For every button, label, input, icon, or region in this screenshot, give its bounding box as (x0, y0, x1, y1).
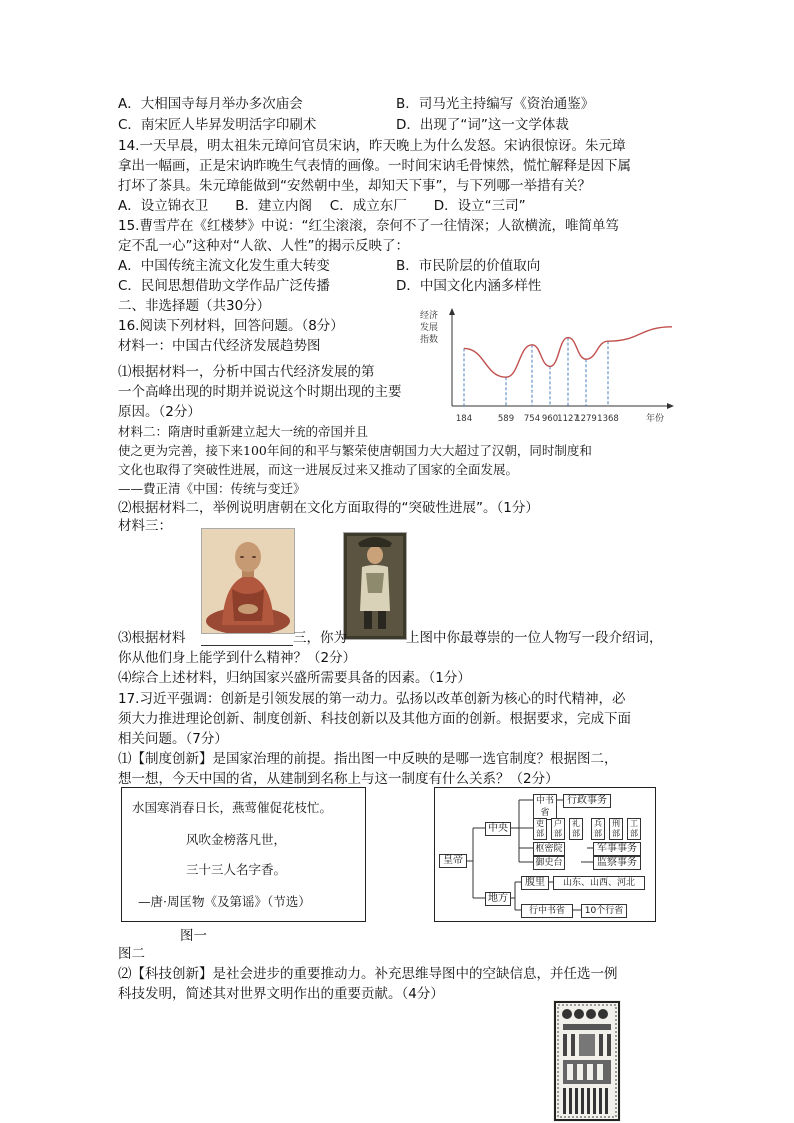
org-ministry: 刑部 (609, 818, 623, 840)
q17-line: 17.习近平强调：创新是引领发展的第一动力。弘扬以改革创新为核心的时代精神，必 (118, 691, 626, 707)
q16-sub4: ⑷综合上述材料，归纳国家兴盛所需要具备的因素。（1分） (118, 670, 471, 686)
org-yushi: 御史台 (533, 856, 565, 870)
q16-sub2: ⑵根据材料二，举例说明唐朝在文化方面取得的“突破性进展”。（1分） (118, 500, 539, 516)
q16-sub1: 一个高峰出现的时期并说说这个时期出现的主要 (118, 384, 402, 400)
q15-line: 15.曹雪芹在《红楼梦》中说：“红尘滚滚，奈何不了一往情深；人欲横流，唯简单笃 (118, 218, 619, 234)
org-central: 中央 (485, 822, 511, 836)
x-tick-label: 960 (541, 414, 559, 424)
q16-material-2: 文化也取得了突破性进展，而这一进展反过来又推动了国家的全面发展。 (118, 462, 519, 477)
poem-line: 三十三人名字香。 (186, 862, 287, 877)
jiaochao-paper-money-image (553, 1000, 621, 1122)
x-axis-label: 年份 (646, 414, 665, 424)
x-tick-label: 754 (523, 414, 541, 424)
org-ministry: 工部 (627, 818, 641, 840)
q14-line: 打坏了茶具。朱元璋能做到“安然朝中坐，却知天下事”，与下列哪一举措有关？ (118, 178, 591, 194)
poem-box (121, 787, 366, 922)
org-zhongshu: 中书省 (533, 794, 557, 820)
org-ministry: 户部 (551, 818, 565, 840)
q17-sub1: ⑴【制度创新】是国家治理的前提。指出图一中反映的是哪一选官制度？根据图二， (118, 751, 618, 767)
poem-source: —唐·周匡物《及第谣》（节选） (138, 894, 311, 909)
traveler-portrait-image (343, 532, 407, 640)
q17-line: 相关问题。（7分） (118, 731, 228, 747)
figure-2-caption: 图二 (118, 946, 145, 962)
blank-underline (201, 645, 293, 646)
org-shumi: 枢密院 (533, 842, 565, 856)
org-administration: 行政事务 (563, 794, 611, 808)
q16-sub3: ⑶根据材料 (118, 630, 186, 646)
q17-sub2: ⑵【科技创新】是社会进步的重要推动力。补充思维导图中的空缺信息，并任选一例 (118, 966, 618, 982)
q14-line: 14.一天早晨，明太祖朱元璋问官员宋讷，昨天晚上为什么发怒。宋讷很惊讶。朱元璋 (118, 138, 626, 154)
q14-line: 拿出一幅画，正是宋讷昨晚生气表情的画像。一时间宋讷毛骨悚然，慌忙解释是因下属 (118, 158, 631, 174)
y-axis-label: 发展 (420, 323, 439, 333)
monk-statue-image (201, 528, 295, 634)
org-military: 军事事务 (593, 842, 641, 856)
q16-material-2-source: ——費正清《中国：传统与变迁》 (118, 481, 306, 496)
x-tick-label: 589 (497, 414, 515, 424)
q17-line: 须大力推进理论创新、制度创新、科技创新以及其他方面的创新。根据要求，完成下面 (118, 711, 631, 727)
y-axis-arrow (449, 308, 455, 315)
q16-heading: 16.阅读下列材料，回答问题。（8分） (118, 318, 344, 334)
q15-line: 定不乱一心”这种对“人欲、人性”的揭示反映了： (118, 238, 409, 254)
q13-option-d: D．出现了“词”这一文学体裁 (396, 117, 569, 133)
q16-sub3: 三，你为 (293, 630, 347, 646)
q16-sub1: 原因。（2分） (118, 404, 201, 420)
org-ministry: 礼部 (569, 818, 583, 840)
q13-option-b: B．司马光主持编写《资治通鉴》 (396, 96, 595, 112)
q16-material-2: 使之更为完善，接下来100年间的和平与繁荣使唐朝国力大大超过了汉朝，同时制度和 (118, 443, 592, 458)
x-tick-label: 1127 (557, 414, 579, 424)
x-tick-label: 1279 (575, 414, 597, 424)
org-ministry: 吏部 (533, 818, 547, 840)
x-tick-label: 1368 (597, 414, 619, 424)
q15-option-c: C．民间思想借助文学作品广泛传播 (118, 278, 330, 294)
q14-options: A．设立锦衣卫 B．建立内阁 C．成立东厂 D．设立“三司” (118, 198, 526, 214)
org-local: 地方 (485, 892, 511, 906)
q13-option-a: A．大相国寺每月举办多次庙会 (118, 96, 303, 112)
org-emperor: 皇帝 (439, 854, 467, 868)
y-axis-label: 经济 (420, 311, 439, 321)
q16-material-2: 材料二：隋唐时重新建立起大一统的帝国并且 (118, 424, 369, 439)
q16-material-3: 材料三： (118, 518, 172, 534)
org-ministries (533, 818, 643, 840)
org-fuli-area: 山东、山西、河北 (553, 876, 645, 890)
q17-sub2: 科技发明，简述其对世界文明作出的重要贡献。（4分） (118, 986, 444, 1002)
q16-sub1: ⑴根据材料一，分析中国古代经济发展的第 (118, 364, 375, 380)
q16-sub3: 你从他们身上能学到什么精神？（2分） (118, 650, 357, 666)
yuan-org-chart (434, 787, 656, 922)
poem-line: 风吹金榜落凡世， (186, 832, 287, 847)
q15-option-a: A．中国传统主流文化发生重大转变 (118, 258, 330, 274)
q15-option-b: B．市民阶层的价值取向 (396, 258, 541, 274)
org-provinces: 10个行省 (581, 904, 627, 918)
poem-line: 水国寒消春日长，燕莺催促花枝忙。 (132, 800, 333, 815)
org-supervision: 监察事务 (593, 856, 641, 870)
org-xingzhong: 行中书省 (521, 904, 573, 918)
org-fuli: 腹里 (521, 876, 549, 890)
section-heading: 二、非选择题（共30分） (118, 298, 271, 314)
economic-trend-chart (418, 306, 680, 430)
y-axis-label: 指数 (420, 335, 439, 345)
x-axis-arrow (667, 403, 674, 409)
q16-sub3: 上图中你最尊崇的一位人物写一段介绍词， (406, 630, 663, 646)
x-tick-label: 184 (455, 414, 473, 424)
figure-1-caption: 图一 (180, 928, 207, 944)
q17-sub1: 想一想，今天中国的省，从建制到名称上与这一制度有什么关系？（2分） (118, 771, 559, 787)
org-ministry: 兵部 (591, 818, 605, 840)
q13-option-c: C．南宋匠人毕昇发明活字印刷术 (118, 117, 317, 133)
q15-option-d: D．中国文化内涵多样性 (396, 278, 542, 294)
q16-material-1: 材料一：中国古代经济发展趋势图 (118, 338, 321, 354)
